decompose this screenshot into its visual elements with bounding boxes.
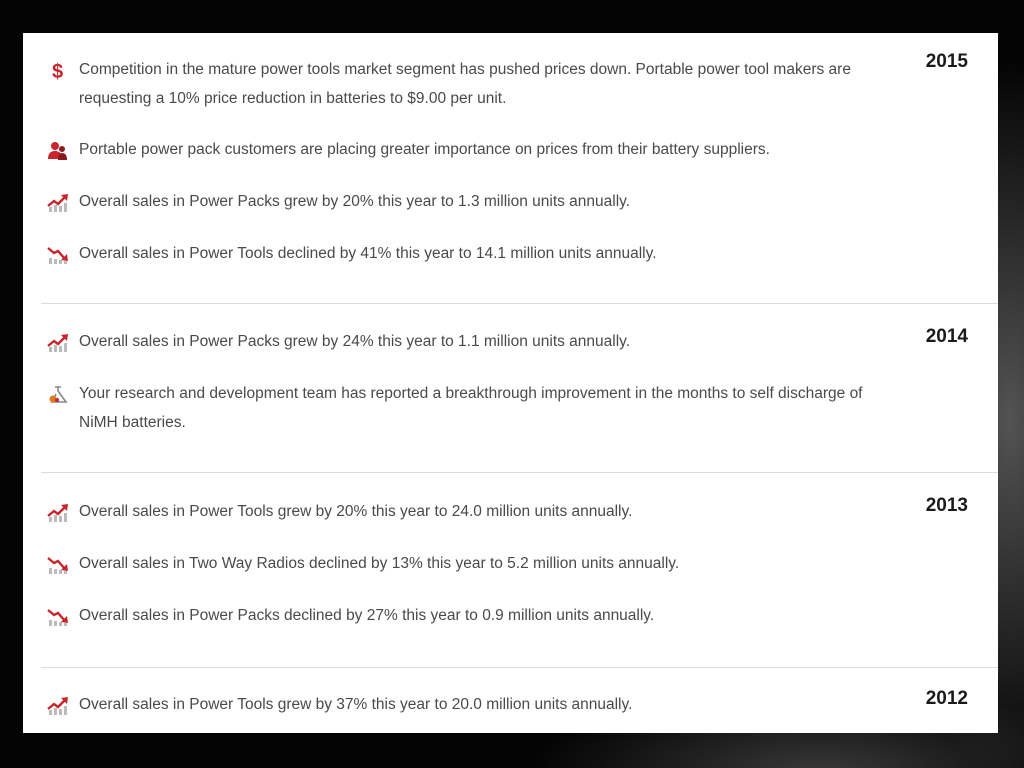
timeline-panel bbox=[23, 33, 998, 733]
year-label: 2014 bbox=[925, 326, 968, 347]
year-section-2012 bbox=[41, 668, 998, 733]
trend-up-icon bbox=[47, 332, 69, 354]
event-item bbox=[47, 191, 867, 216]
event-text: Your research and development team has reported a breakthrough improvement in the months to self discharge of NiMH batteries. bbox=[79, 385, 863, 431]
trend-up-icon bbox=[47, 502, 69, 524]
year-section-2015 bbox=[41, 33, 998, 304]
trend-down-icon bbox=[47, 554, 69, 576]
event-item bbox=[47, 331, 867, 356]
svg-text:$: $ bbox=[52, 61, 64, 82]
trend-up-icon bbox=[47, 192, 69, 214]
event-item bbox=[47, 383, 867, 437]
event-item bbox=[47, 605, 867, 630]
trend-down-icon bbox=[47, 244, 69, 266]
event-text: Overall sales in Two Way Radios declined by 13% this year to 5.2 million units annually. bbox=[79, 555, 680, 572]
event-item bbox=[47, 139, 867, 164]
event-text: Overall sales in Power Tools grew by 20% this year to 24.0 million units annually. bbox=[79, 503, 633, 520]
event-item bbox=[47, 501, 867, 526]
trend-up-icon bbox=[47, 695, 69, 717]
event-text: Competition in the mature power tools market segment has pushed prices down. Portable power tool makers are requesting a 10% price reduction in batteries to $9.00 per unit. bbox=[79, 61, 851, 107]
year-section-2013 bbox=[41, 473, 998, 668]
year-section-2014 bbox=[41, 304, 998, 473]
event-item bbox=[47, 553, 867, 578]
event-text: Portable power pack customers are placing greater importance on prices from their battery suppliers. bbox=[79, 141, 770, 158]
event-item bbox=[47, 59, 867, 113]
event-text: Overall sales in Power Tools grew by 37% this year to 20.0 million units annually. bbox=[79, 696, 633, 713]
year-label: 2012 bbox=[925, 688, 968, 709]
event-text: Overall sales in Power Packs declined by 27% this year to 0.9 million units annually. bbox=[79, 607, 655, 624]
research-flask-icon bbox=[47, 384, 69, 406]
year-label: 2015 bbox=[925, 51, 968, 72]
trend-down-icon bbox=[47, 606, 69, 628]
year-label: 2013 bbox=[925, 495, 968, 516]
event-item bbox=[47, 243, 867, 268]
event-item bbox=[47, 694, 867, 719]
dollar-icon bbox=[47, 60, 69, 82]
event-text: Overall sales in Power Packs grew by 24% this year to 1.1 million units annually. bbox=[79, 333, 631, 350]
customers-icon bbox=[47, 140, 69, 162]
event-text: Overall sales in Power Packs grew by 20% this year to 1.3 million units annually. bbox=[79, 193, 631, 210]
event-text: Overall sales in Power Tools declined by 41% this year to 14.1 million units annually. bbox=[79, 245, 657, 262]
